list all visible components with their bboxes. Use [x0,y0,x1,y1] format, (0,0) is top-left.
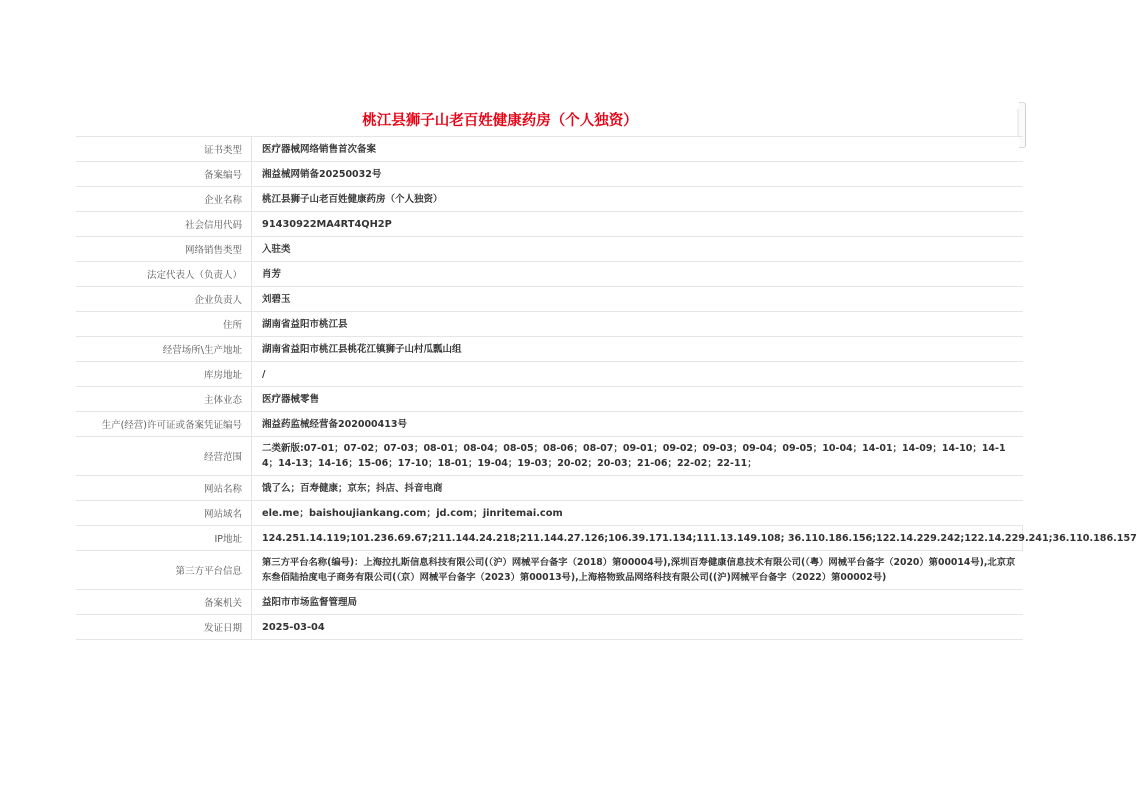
row-value-sales-type: 入驻类 [252,237,1023,262]
row-value-warehouse-address: / [252,362,1023,387]
table-row [76,162,1023,187]
row-value-credit-code: 91430922MA4RT4QH2P [252,212,1023,237]
row-value-website-name: 饿了么；百寿健康；京东；抖店、抖音电商 [252,476,1023,501]
row-label-legal-representative: 法定代表人（负责人） [76,262,252,287]
row-label-business-format: 主体业态 [76,387,252,412]
table-row [76,501,1023,526]
row-value-record-authority: 益阳市市场监督管理局 [252,590,1023,615]
row-value-issue-date: 2025-03-04 [252,615,1023,640]
row-label-company-name: 企业名称 [76,187,252,212]
table-row [76,187,1023,212]
row-value-certificate-type: 医疗器械网络销售首次备案 [252,137,1023,162]
table-row [76,476,1023,501]
row-label-certificate-type: 证书类型 [76,137,252,162]
row-value-third-party-platform: 第三方平台名称(编号)：上海拉扎斯信息科技有限公司(（沪）网械平台备字（2018）第00004号),深圳百寿健康信息技术有限公司(（粤）网械平台备字（2020）第00014号),北京京东叁佰陆拾度电子商务有限公司(（京）网械平台备字（2023）第00013号),上海格物致品网络科技有限公司((沪)网械平台备字（2022）第00002号) [252,551,1023,590]
table-row [76,262,1023,287]
row-label-record-number: 备案编号 [76,162,252,187]
row-label-license-number: 生产(经营)许可证或备案凭证编号 [76,412,252,437]
table-row [76,412,1023,437]
table-row [76,387,1023,412]
table-row [76,337,1023,362]
table-row [76,590,1023,615]
row-label-issue-date: 发证日期 [76,615,252,640]
row-label-third-party-platform: 第三方平台信息 [76,551,252,590]
row-label-company-head: 企业负责人 [76,287,252,312]
table-row [76,362,1023,387]
row-value-company-name: 桃江县狮子山老百姓健康药房（个人独资） [252,187,1023,212]
table-row [76,137,1023,162]
row-value-business-address: 湖南省益阳市桃江县桃花江镇狮子山村瓜瓢山组 [252,337,1023,362]
row-value-residence: 湖南省益阳市桃江县 [252,312,1023,337]
page-title: 桃江县狮子山老百姓健康药房（个人独资） [362,113,638,129]
table-row [76,526,1023,551]
row-label-record-authority: 备案机关 [76,590,252,615]
row-label-website-name: 网站名称 [76,476,252,501]
table-row [76,287,1023,312]
table-row [76,437,1023,476]
row-label-business-address: 经营场所\生产地址 [76,337,252,362]
row-label-business-scope: 经营范围 [76,437,252,476]
row-label-credit-code: 社会信用代码 [76,212,252,237]
record-table [76,136,1137,640]
row-value-record-number: 湘益械网销备20250032号 [252,162,1023,187]
row-label-warehouse-address: 库房地址 [76,362,252,387]
row-value-legal-representative: 肖芳 [252,262,1023,287]
row-label-residence: 住所 [76,312,252,337]
table-row [76,212,1023,237]
row-value-ip-address: 124.251.14.119;101.236.69.67;211.144.24.218;211.144.27.126;106.39.171.134;111.13.149.108; 36.110.186.156;122.14.229.242;122.14.229.241;36.110.186.157 [252,526,1023,551]
row-label-website-domain: 网站域名 [76,501,252,526]
row-value-website-domain: ele.me；baishoujiankang.com；jd.com；jinritemai.com [252,501,1023,526]
table-row [76,551,1023,590]
table-row [76,237,1023,262]
row-value-business-format: 医疗器械零售 [252,387,1023,412]
row-value-business-scope: 二类新版:07-01；07-02；07-03；08-01；08-04；08-05；08-06；08-07；09-01；09-02；09-03；09-04；09-05；10-04；14-01；14-09；14-10；14-14；14-13；14-16；15-06；17-10；18-01；19-04；19-03；20-02；20-03；21-06；22-02；22-11； [252,437,1023,476]
row-label-sales-type: 网络销售类型 [76,237,252,262]
row-value-company-head: 刘碧玉 [252,287,1023,312]
row-label-ip-address: IP地址 [76,526,252,551]
table-row [76,615,1023,640]
row-value-license-number: 湘益药监械经营备202000413号 [252,412,1023,437]
table-row [76,312,1023,337]
